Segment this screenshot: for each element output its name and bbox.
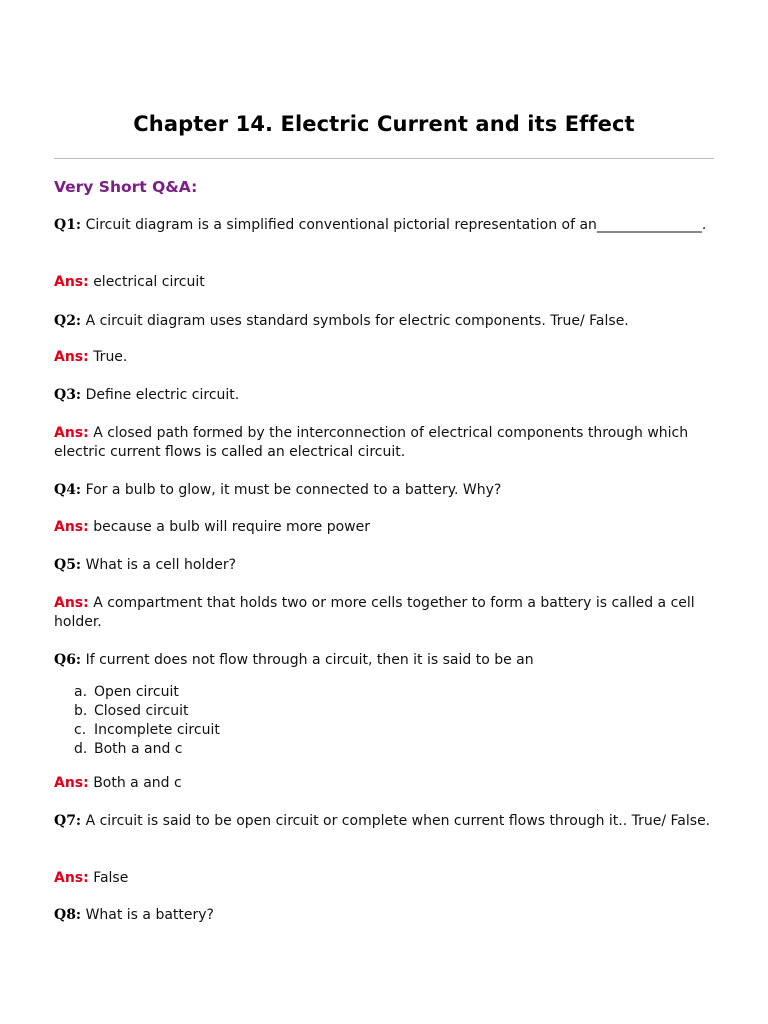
answer-text: True. bbox=[93, 349, 128, 365]
answer-text: A closed path formed by the interconnection of electrical components through which electric current flows is called an electrical circuit. bbox=[54, 425, 689, 460]
answer-2 bbox=[54, 348, 714, 367]
question-text: A circuit diagram uses standard symbols for electric components. True/ False. bbox=[85, 313, 629, 329]
question-text: What is a cell holder? bbox=[85, 557, 237, 573]
question-6 bbox=[54, 651, 714, 670]
answer-4 bbox=[54, 518, 714, 537]
answer-label: Ans: bbox=[54, 425, 89, 441]
answer-label: Ans: bbox=[54, 595, 89, 611]
option-text: Open circuit bbox=[94, 684, 179, 700]
question-5 bbox=[54, 556, 714, 575]
answer-5 bbox=[54, 594, 714, 632]
option-text: Both a and c bbox=[94, 741, 183, 757]
question-label: Q5: bbox=[54, 557, 82, 573]
answer-label: Ans: bbox=[54, 274, 89, 290]
question-label: Q1: bbox=[54, 217, 82, 233]
answer-text: A compartment that holds two or more cells together to form a battery is called a cell holder. bbox=[54, 595, 695, 630]
answer-label: Ans: bbox=[54, 870, 89, 886]
question-label: Q8: bbox=[54, 907, 82, 923]
question-text: Define electric circuit. bbox=[85, 387, 240, 403]
question-7 bbox=[54, 812, 714, 831]
answer-6 bbox=[54, 774, 714, 793]
option-text: Incomplete circuit bbox=[94, 722, 220, 738]
question-2 bbox=[54, 312, 714, 331]
question-label: Q2: bbox=[54, 313, 82, 329]
answer-3 bbox=[54, 424, 714, 462]
question-label: Q7: bbox=[54, 813, 82, 829]
option-marker: c. bbox=[74, 722, 87, 738]
section-heading: Very Short Q&A: bbox=[54, 178, 198, 196]
answer-text: Both a and c bbox=[93, 775, 182, 791]
option-item bbox=[54, 740, 220, 759]
answer-text: electrical circuit bbox=[93, 274, 205, 290]
option-text: Closed circuit bbox=[94, 703, 189, 719]
answer-label: Ans: bbox=[54, 349, 89, 365]
page-title: Chapter 14. Electric Current and its Effect bbox=[133, 112, 635, 136]
question-text: For a bulb to glow, it must be connected to a battery. Why? bbox=[85, 482, 502, 498]
answer-1 bbox=[54, 273, 714, 292]
answer-text: because a bulb will require more power bbox=[93, 519, 370, 535]
question-text: If current does not flow through a circuit, then it is said to be an bbox=[85, 652, 534, 668]
answer-7 bbox=[54, 869, 714, 888]
option-marker: d. bbox=[74, 741, 88, 757]
option-item bbox=[54, 702, 220, 721]
question-label: Q4: bbox=[54, 482, 82, 498]
question-label: Q3: bbox=[54, 387, 82, 403]
question-text: A circuit is said to be open circuit or complete when current flows through it.. True/ False. bbox=[85, 813, 711, 829]
options-list bbox=[54, 683, 220, 759]
question-8 bbox=[54, 906, 714, 925]
answer-text: False bbox=[93, 870, 129, 886]
question-1 bbox=[54, 216, 714, 235]
question-4 bbox=[54, 481, 714, 500]
question-text: What is a battery? bbox=[85, 907, 214, 923]
question-3 bbox=[54, 386, 714, 405]
answer-label: Ans: bbox=[54, 775, 89, 791]
option-item bbox=[54, 721, 220, 740]
title-divider bbox=[54, 158, 714, 159]
option-marker: a. bbox=[74, 684, 88, 700]
question-text: Circuit diagram is a simplified conventional pictorial representation of an_______________. bbox=[85, 217, 707, 233]
option-marker: b. bbox=[74, 703, 88, 719]
option-item bbox=[54, 683, 220, 702]
answer-label: Ans: bbox=[54, 519, 89, 535]
question-label: Q6: bbox=[54, 652, 82, 668]
